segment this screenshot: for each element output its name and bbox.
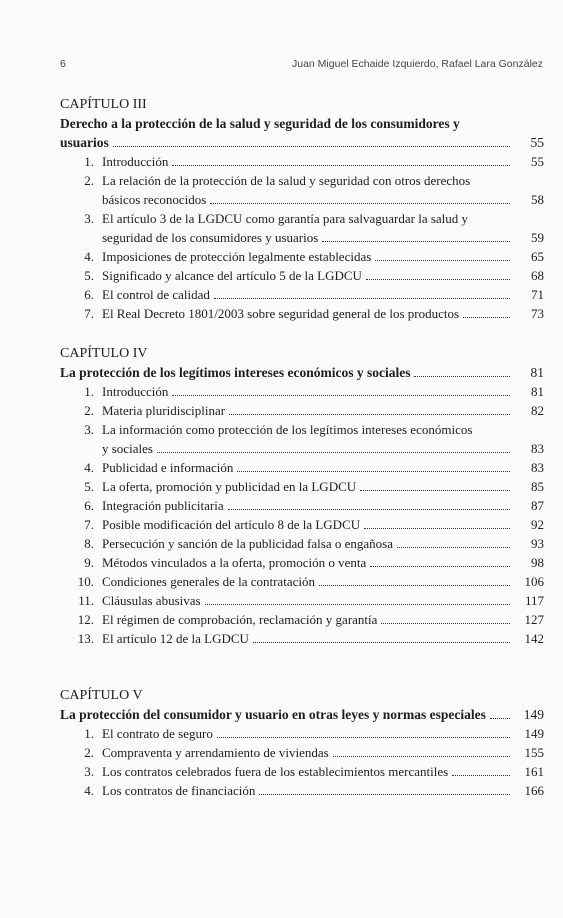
entry-title-lastline <box>102 382 514 401</box>
toc-entry <box>60 171 544 209</box>
toc-entry <box>60 591 544 610</box>
entry-page-number: 71 <box>531 287 544 302</box>
entry-number: 3. <box>84 211 94 226</box>
dot-leader <box>375 259 510 261</box>
entry-number: 2. <box>84 745 94 760</box>
entry-page-number: 83 <box>531 460 544 475</box>
page-number: 6 <box>60 58 66 70</box>
toc-entry <box>60 781 544 800</box>
entry-title: El Real Decreto 1801/2003 sobre seguridad general de los productos <box>102 306 460 321</box>
chapter-label: CAPÍTULO IV <box>60 346 148 361</box>
dot-leader <box>259 793 510 795</box>
toc-entry <box>60 304 544 323</box>
dot-leader <box>214 297 510 299</box>
entry-title: El control de calidad <box>102 287 210 302</box>
toc-entry <box>60 724 544 743</box>
entry-title-line1: La información como protección de los legítimos intereses económicos <box>102 422 473 437</box>
dot-leader <box>463 316 510 318</box>
entry-title: seguridad de los consumidores y usuarios <box>102 230 319 245</box>
entry-title-line1: El artículo 3 de la LGDCU como garantía para salvaguardar la salud y <box>102 211 469 226</box>
entry-page-number: 142 <box>524 631 544 646</box>
toc-entry <box>60 266 544 285</box>
toc-entry <box>60 152 544 171</box>
chapter-4 <box>60 345 544 648</box>
dot-leader <box>228 508 510 510</box>
entry-number: 3. <box>84 764 94 779</box>
entry-number: 4. <box>84 783 94 798</box>
toc-entry <box>60 420 544 458</box>
dot-leader <box>397 546 510 548</box>
entry-title-lastline <box>102 762 514 781</box>
entry-title-lastline <box>102 228 514 247</box>
dot-leader <box>360 489 510 491</box>
toc-entry <box>60 553 544 572</box>
entry-page-number: 55 <box>531 154 544 169</box>
entry-title: Los contratos de financiación <box>102 783 256 798</box>
entry-page-number: 58 <box>531 192 544 207</box>
chapter-3 <box>60 96 544 323</box>
chapter-title-lastline <box>60 133 514 152</box>
entry-page-number: 65 <box>531 249 544 264</box>
entry-number: 1. <box>84 384 94 399</box>
entry-page-number: 106 <box>524 574 544 589</box>
dot-leader <box>364 527 510 529</box>
toc-entry <box>60 572 544 591</box>
chapter-title-text: La protección de los legítimos intereses económicos y sociales <box>60 365 411 380</box>
chapter-label: CAPÍTULO III <box>60 97 147 112</box>
entry-number: 1. <box>84 154 94 169</box>
entry-title-lastline <box>102 439 514 458</box>
entry-page-number: 73 <box>531 306 544 321</box>
dot-leader <box>172 164 510 166</box>
toc-entry <box>60 515 544 534</box>
entry-title-lastline <box>102 724 514 743</box>
entry-number: 5. <box>84 479 94 494</box>
entry-title: Publicidad e información <box>102 460 234 475</box>
chapter-page-number: 55 <box>530 135 544 150</box>
entry-title: Cláusulas abusivas <box>102 593 201 608</box>
chapter-title-text: usuarios <box>60 135 109 150</box>
entry-number: 1. <box>84 726 94 741</box>
entry-page-number: 92 <box>531 517 544 532</box>
entry-title-lastline <box>102 591 514 610</box>
running-header <box>60 58 543 74</box>
entry-title: Compraventa y arrendamiento de viviendas <box>102 745 329 760</box>
entry-title-lastline <box>102 743 514 762</box>
entry-title: Significado y alcance del artículo 5 de la LGDCU <box>102 268 362 283</box>
entry-title-lastline <box>102 152 514 171</box>
entry-page-number: 155 <box>524 745 544 760</box>
entry-number: 2. <box>84 403 94 418</box>
toc-entry <box>60 534 544 553</box>
entry-page-number: 161 <box>524 764 544 779</box>
toc-entry <box>60 743 544 762</box>
chapter-5 <box>60 687 544 800</box>
entry-number: 10. <box>77 574 94 589</box>
entry-title: La oferta, promoción y publicidad en la LGDCU <box>102 479 357 494</box>
dot-leader <box>217 736 510 738</box>
dot-leader <box>381 622 510 624</box>
entry-title-lastline <box>102 247 514 266</box>
dot-leader <box>237 470 510 472</box>
dot-leader <box>253 641 510 643</box>
dot-leader <box>333 755 510 757</box>
entry-title-lastline <box>102 572 514 591</box>
chapter-title <box>60 363 544 382</box>
dot-leader <box>414 375 510 377</box>
entry-page-number: 117 <box>524 593 544 608</box>
toc-entry <box>60 496 544 515</box>
entry-title-lastline <box>102 477 514 496</box>
entry-page-number: 82 <box>531 403 544 418</box>
dot-leader <box>210 202 510 204</box>
entry-title-lastline <box>102 401 514 420</box>
entry-title-lastline <box>102 190 514 209</box>
entry-number: 6. <box>84 287 94 302</box>
entry-number: 4. <box>84 249 94 264</box>
dot-leader <box>157 451 510 453</box>
toc-entry <box>60 209 544 247</box>
dot-leader <box>205 603 510 605</box>
chapter-label: CAPÍTULO V <box>60 688 143 703</box>
running-header-authors: Juan Miguel Echaide Izquierdo, Rafael Lara González <box>292 58 543 70</box>
chapter-page-number: 149 <box>523 707 544 722</box>
entry-number: 13. <box>77 631 94 646</box>
entry-title: El régimen de comprobación, reclamación y garantía <box>102 612 378 627</box>
chapter-title-lastline <box>60 705 514 724</box>
entry-number: 4. <box>84 460 94 475</box>
toc-entry <box>60 382 544 401</box>
toc-entry <box>60 762 544 781</box>
entry-page-number: 93 <box>531 536 544 551</box>
dot-leader <box>370 565 510 567</box>
entry-title: Persecución y sanción de la publicidad falsa o engañosa <box>102 536 393 551</box>
chapter-title-lastline <box>60 363 514 382</box>
entry-title: y sociales <box>102 441 153 456</box>
entry-page-number: 83 <box>531 441 544 456</box>
entry-number: 12. <box>77 612 94 627</box>
toc-entry <box>60 401 544 420</box>
toc-entry <box>60 477 544 496</box>
entry-number: 9. <box>84 555 94 570</box>
entry-title-lastline <box>102 534 514 553</box>
toc-entry <box>60 629 544 648</box>
entry-number: 3. <box>84 422 94 437</box>
toc-entry <box>60 610 544 629</box>
entry-title-lastline <box>102 610 514 629</box>
entry-page-number: 127 <box>524 612 544 627</box>
entry-title-lastline <box>102 515 514 534</box>
entry-page-number: 81 <box>531 384 544 399</box>
entry-number: 5. <box>84 268 94 283</box>
entry-title-lastline <box>102 304 514 323</box>
entry-title-line1: La relación de la protección de la salud y seguridad con otros derechos <box>102 173 471 188</box>
entry-title: Métodos vinculados a la oferta, promoción o venta <box>102 555 367 570</box>
entry-page-number: 98 <box>531 555 544 570</box>
dot-leader <box>322 240 510 242</box>
entry-title-lastline <box>102 458 514 477</box>
chapter-title <box>60 705 544 724</box>
chapter-page-number: 81 <box>530 365 544 380</box>
dot-leader <box>452 774 510 776</box>
entry-number: 2. <box>84 173 94 188</box>
entry-number: 6. <box>84 498 94 513</box>
entry-title: Posible modificación del artículo 8 de la LGDCU <box>102 517 361 532</box>
entry-page-number: 68 <box>531 268 544 283</box>
entry-title: Imposiciones de protección legalmente establecidas <box>102 249 372 264</box>
dot-leader <box>229 413 510 415</box>
entry-page-number: 149 <box>524 726 544 741</box>
entry-title-lastline <box>102 629 514 648</box>
entry-title: Condiciones generales de la contratación <box>102 574 315 589</box>
chapter-title-line1: Derecho a la protección de la salud y seguridad de los consumidores y <box>60 116 460 131</box>
entry-title-lastline <box>102 266 514 285</box>
entry-title-lastline <box>102 553 514 572</box>
entry-title-lastline <box>102 496 514 515</box>
entry-page-number: 87 <box>531 498 544 513</box>
dot-leader <box>490 717 510 719</box>
entry-page-number: 85 <box>531 479 544 494</box>
chapter-title <box>60 114 544 152</box>
toc-entry <box>60 458 544 477</box>
entry-page-number: 166 <box>524 783 544 798</box>
entry-title: Introducción <box>102 384 169 399</box>
toc-entry <box>60 247 544 266</box>
entry-number: 8. <box>84 536 94 551</box>
entry-number: 7. <box>84 306 94 321</box>
chapter-title-text: La protección del consumidor y usuario en otras leyes y normas especiales <box>60 707 486 722</box>
dot-leader <box>319 584 510 586</box>
dot-leader <box>172 394 510 396</box>
toc-entry <box>60 285 544 304</box>
entry-number: 7. <box>84 517 94 532</box>
entry-number: 11. <box>78 593 94 608</box>
entry-title: El contrato de seguro <box>102 726 213 741</box>
entry-title-lastline <box>102 285 514 304</box>
entry-title: Los contratos celebrados fuera de los establecimientos mercantiles <box>102 764 449 779</box>
entry-title: básicos reconocidos <box>102 192 207 207</box>
entry-title: Introducción <box>102 154 169 169</box>
entry-title: El artículo 12 de la LGDCU <box>102 631 249 646</box>
entry-title-lastline <box>102 781 514 800</box>
entry-page-number: 59 <box>531 230 544 245</box>
dot-leader <box>366 278 510 280</box>
dot-leader <box>113 145 510 147</box>
entry-title: Integración publicitaria <box>102 498 224 513</box>
entry-title: Materia pluridisciplinar <box>102 403 226 418</box>
